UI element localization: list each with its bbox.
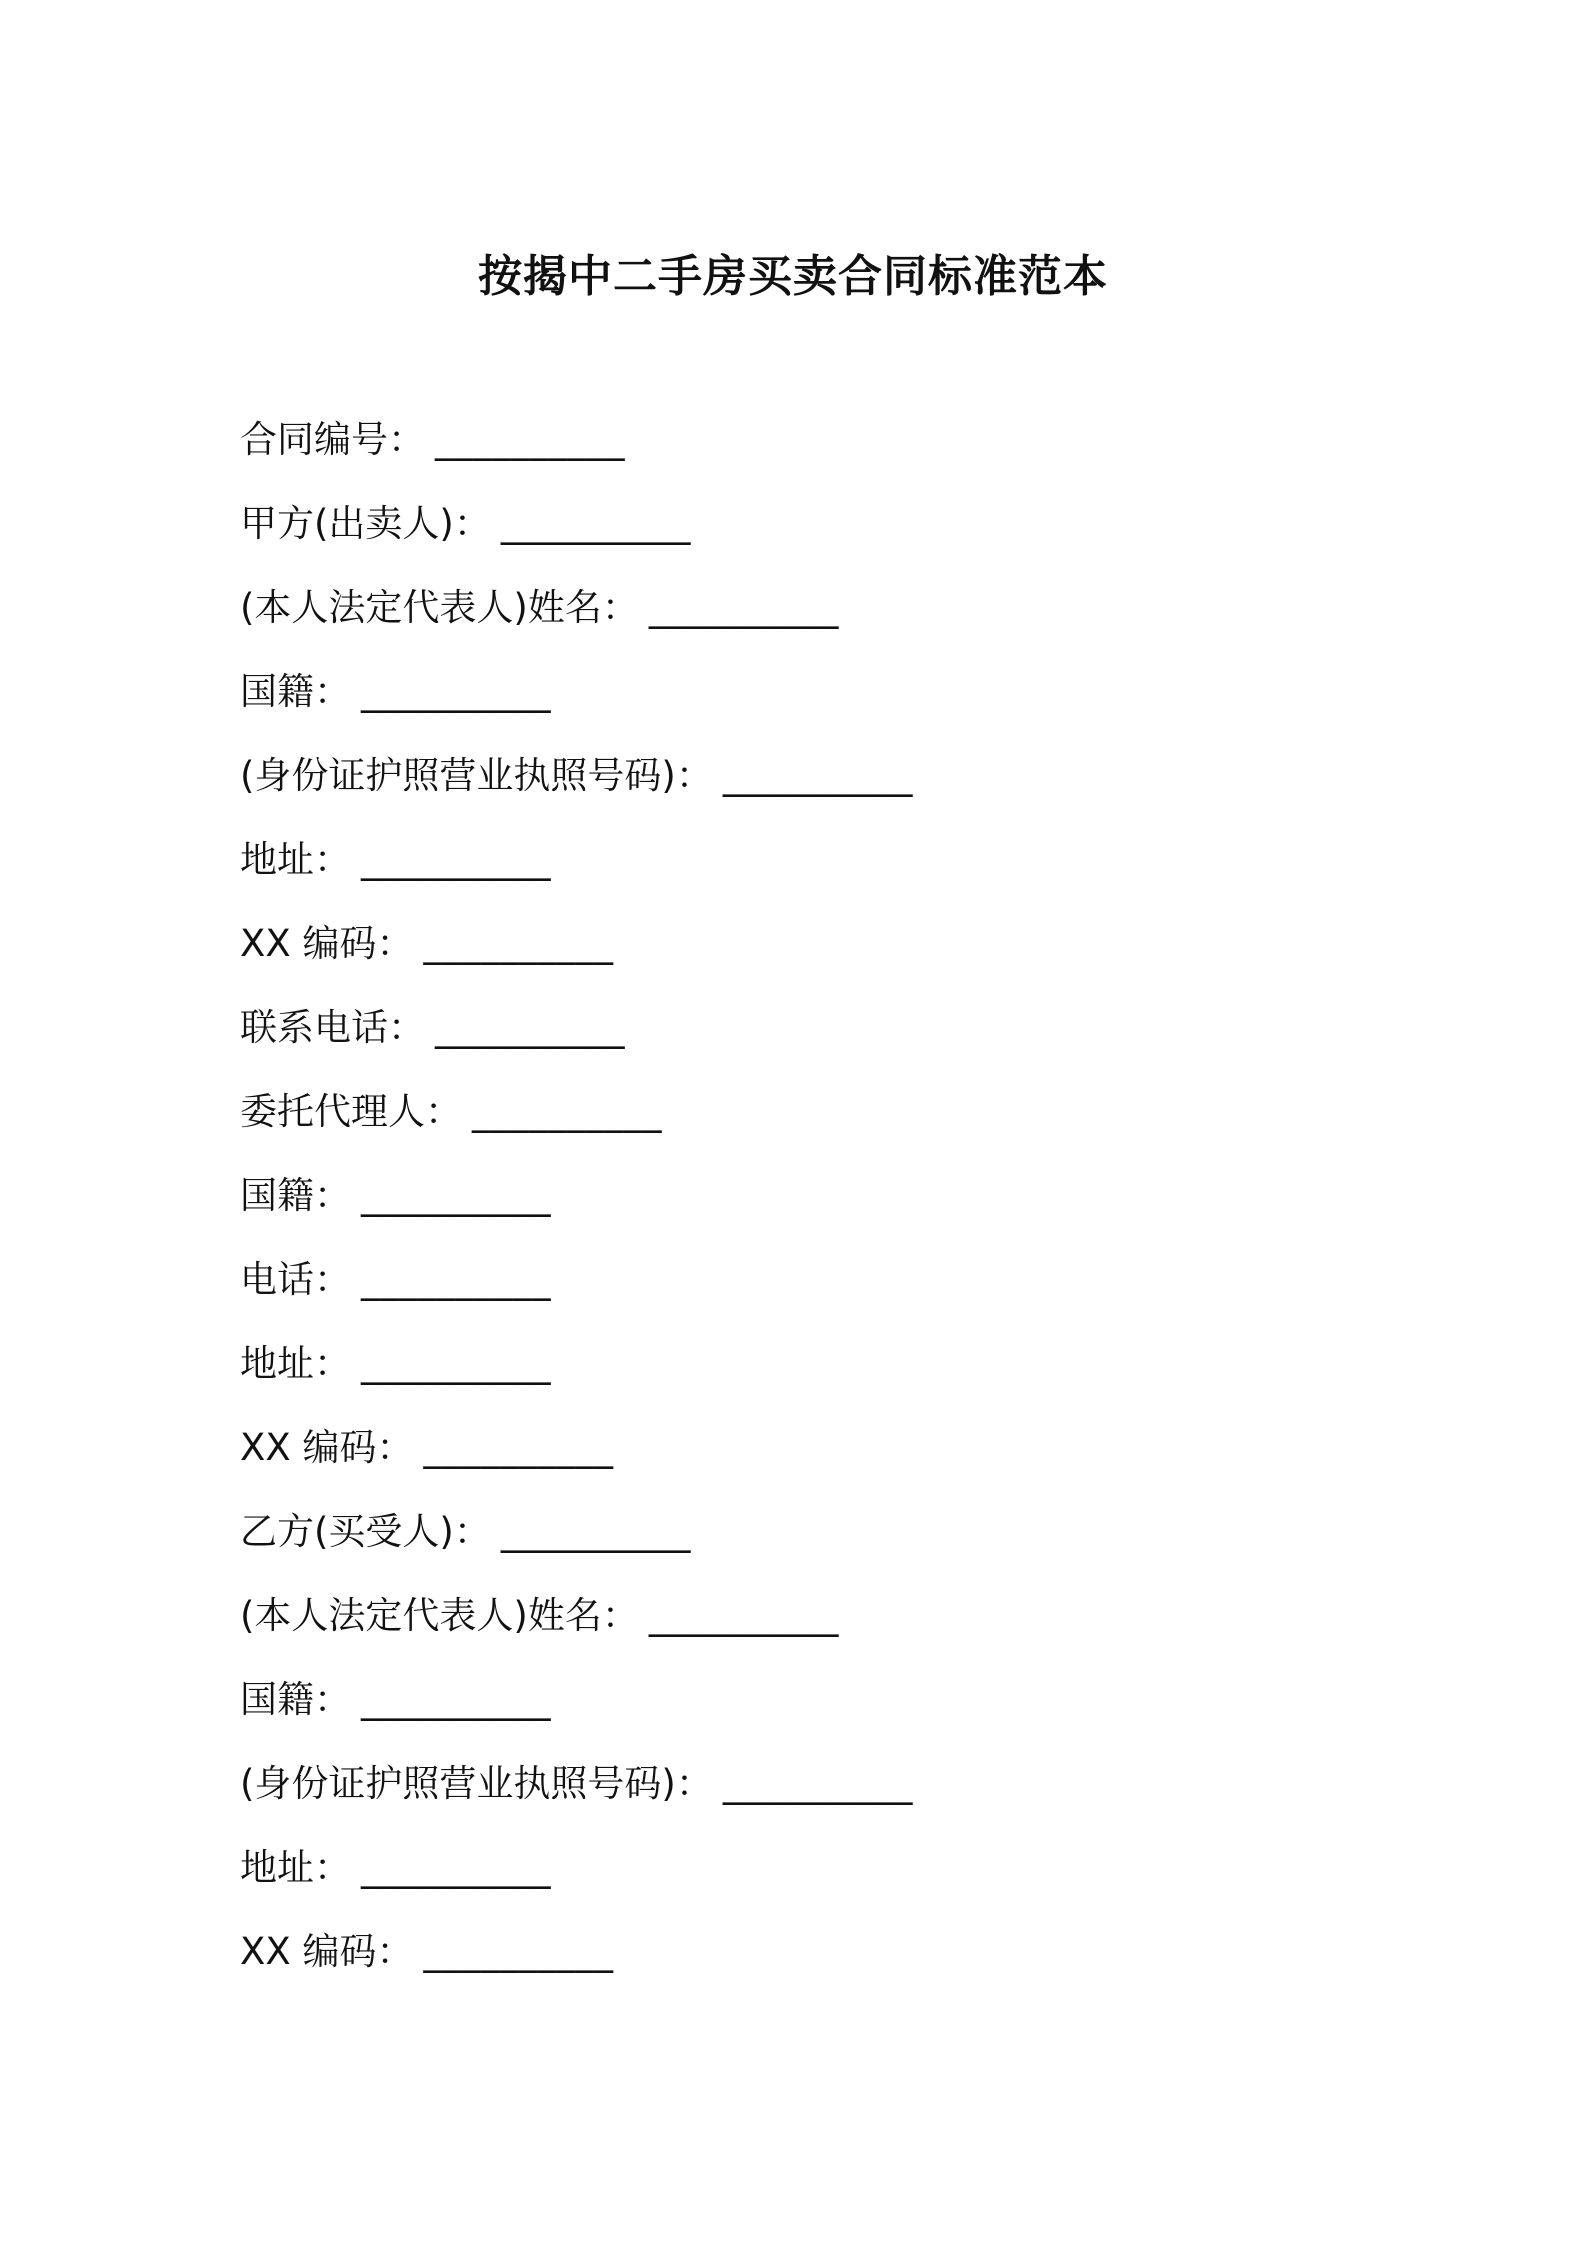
field-line [240,1406,913,1490]
field-line [240,398,913,482]
fill-in-blank: __________ [423,1426,614,1469]
fill-in-blank: __________ [361,1678,551,1721]
fill-in-blank: __________ [648,586,839,629]
field-line [240,1322,913,1406]
fill-in-blank: __________ [500,1510,691,1553]
fill-in-blank: __________ [435,1006,625,1049]
field-label: 国籍： [240,670,351,713]
fill-in-blank: __________ [435,418,625,461]
field-line [240,1910,913,1994]
field-label: 国籍： [240,1174,351,1217]
field-line [240,1574,913,1658]
field-line [240,1154,913,1238]
field-label: 地址： [240,838,351,881]
field-label: 乙方(买受人)： [240,1510,491,1553]
field-label: XX 编码： [240,1426,414,1469]
field-line [240,1238,913,1322]
fill-in-blank: __________ [361,1342,551,1385]
field-line [240,650,913,734]
field-label: 国籍： [240,1678,351,1721]
field-line [240,902,913,986]
field-line [240,986,913,1070]
field-label: 电话： [240,1258,351,1301]
fill-in-blank: __________ [361,670,551,713]
contract-form-fields [240,398,913,1994]
field-line [240,1070,913,1154]
fill-in-blank: __________ [423,922,614,965]
field-line [240,1742,913,1826]
field-line [240,1826,913,1910]
field-label: 合同编号： [240,418,425,461]
fill-in-blank: __________ [361,1174,551,1217]
field-label: 委托代理人： [240,1090,462,1133]
field-label: 地址： [240,1846,351,1889]
field-label: 联系电话： [240,1006,425,1049]
fill-in-blank: __________ [423,1930,614,1973]
fill-in-blank: __________ [722,754,913,797]
field-label: 地址： [240,1342,351,1385]
fill-in-blank: __________ [361,1846,551,1889]
field-label: (身份证护照营业执照号码)： [240,754,713,797]
field-label: (身份证护照营业执照号码)： [240,1762,713,1805]
field-label: 甲方(出卖人)： [240,502,491,545]
field-line [240,1490,913,1574]
fill-in-blank: __________ [472,1090,662,1133]
field-label: (本人法定代表人)姓名： [240,1594,639,1637]
document-title: 按揭中二手房买卖合同标准范本 [478,251,1108,303]
fill-in-blank: __________ [648,1594,839,1637]
fill-in-blank: __________ [361,838,551,881]
field-line [240,818,913,902]
field-line [240,482,913,566]
field-line [240,734,913,818]
field-label: XX 编码： [240,922,414,965]
field-label: XX 编码： [240,1930,414,1973]
field-label: (本人法定代表人)姓名： [240,586,639,629]
fill-in-blank: __________ [722,1762,913,1805]
fill-in-blank: __________ [500,502,691,545]
fill-in-blank: __________ [361,1258,551,1301]
field-line [240,566,913,650]
field-line [240,1658,913,1742]
